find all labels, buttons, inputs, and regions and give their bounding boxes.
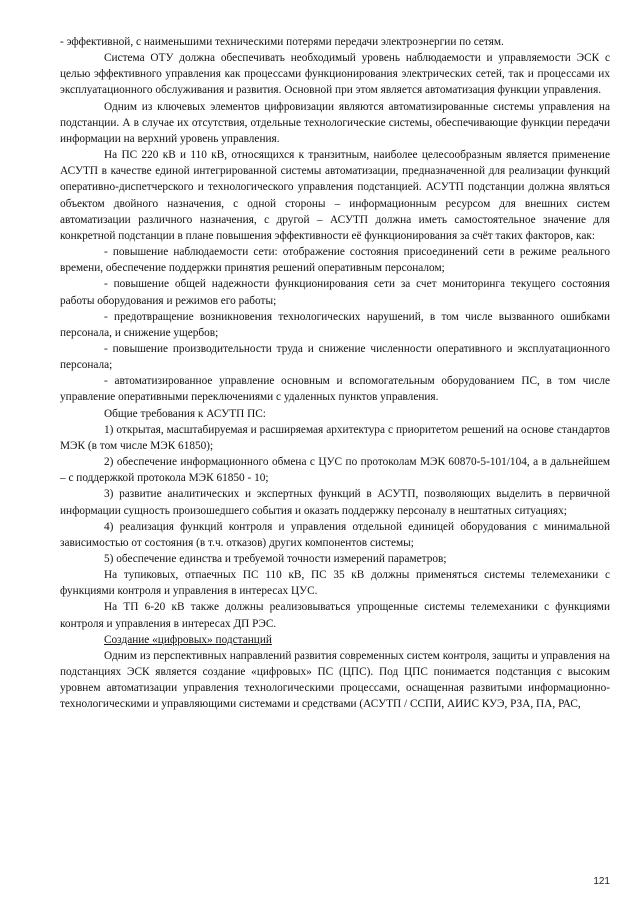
paragraph-digital-substations: Одним из перспективных направлений развития современных систем контроля, защиты и управления на подстанциях ЭСК является создание «цифровых» ПС (ЦПС). Под ЦПС понимается подстанция с высоким уровнем автоматизации управления технологическими процессами, оснащенная развитыми информационно-технологическими и управляющими системами и средствами (АСУТП / ССПИ, АИИС КУЭ, РЗА, ПА, РАС,	[60, 649, 610, 711]
paragraph-2: Система ОТУ должна обеспечивать необходимый уровень наблюдаемости и управляемости ЭСК с целью эффективного управления как процессами функционирования электрических сетей, так и процессами их эксплуатационного обслуживания и развития. Основной при этом является автоматизация функции управления.	[60, 52, 610, 97]
requirement-5: 5) обеспечение единства и требуемой точности измерений параметров;	[104, 553, 447, 565]
requirements-heading: Общие требования к АСУТП ПС:	[104, 407, 266, 420]
list-item-prevention: - предотвращение возникновения технологических нарушений, в том числе вызванного ошибками персонала, и снижение ущербов;	[60, 310, 610, 339]
paragraph-4: На ПС 220 кВ и 110 кВ, относящихся к транзитным, наиболее целесообразным является применение АСУТП в качестве единой интегрированной системы автоматизации, предназначенной для реализации функций оперативно-диспетчерского и технологического управления подстанцией. АСУТП подстанции должна являться объектом двойного назначения, с одной стороны – информационным ресурсом для внешних систем автоматизации различного назначения, с другой – АСУТП должна иметь самостоятельное значение для конкретной подстанции в плане повышения эффективности её функционирования за счёт таких факторов, как:	[60, 149, 610, 242]
requirement-1: 1) открытая, масштабируемая и расширяемая архитектура с приоритетом решений на основе стандартов МЭК (в том числе МЭК 61850);	[60, 423, 610, 452]
list-item-automated-control: - автоматизированное управление основным и вспомогательным оборудованием ПС, в том числе управление оперативными переключениями с удаленных пунктов управления.	[60, 375, 610, 404]
list-item-productivity: - повышение производительности труда и снижение численности оперативного и эксплуатационного персонала;	[60, 342, 610, 372]
section-heading-digital-substations: Создание «цифровых» подстанций	[104, 633, 272, 646]
requirement-3: 3) развитие аналитических и экспертных функций в АСУТП, позволяющих выделить в первичной информации сущность произошедшего события и оказать поддержку персоналу в нештатных ситуациях;	[60, 488, 610, 517]
document-page	[60, 34, 610, 713]
paragraph-telemechanics-110: На тупиковых, отпаечных ПС 110 кВ, ПС 35 кВ должны применяться системы телемеханики с функциями контроля и управления в интересах ЦУС.	[60, 569, 610, 598]
paragraph-3: Одним из ключевых элементов цифровизации являются автоматизированные системы управления на подстанции. А в случае их отсутствия, отдельные технологические системы, обеспечивающие функции передачи информации на верхний уровень управления.	[60, 100, 610, 145]
paragraph-1: - эффективной, с наименьшими техническими потерями передачи электроэнергии по сетям.	[60, 36, 504, 48]
requirement-4: 4) реализация функций контроля и управления отдельной единицей оборудования с минимальной зависимостью от состояния (в т.ч. отказов) других компонентов системы;	[60, 520, 610, 549]
list-item-observability: - повышение наблюдаемости сети: отображение состояния присоединений сети в режиме реального времени, обеспечение поддержки принятия решений оперативным персоналом;	[60, 246, 610, 275]
page-number: 121	[593, 876, 610, 887]
list-item-reliability: - повышение общей надежности функционирования сети за счет мониторинга текущего состояния работы оборудования и режимов его работы;	[60, 278, 610, 307]
requirement-2: 2) обеспечение информационного обмена с ЦУС по протоколам МЭК 60870-5-101/104, а в дальнейшем – с поддержкой протокола МЭК 61850 - 10;	[60, 456, 610, 485]
paragraph-telemechanics-tp: На ТП 6-20 кВ также должны реализовываться упрощенные системы телемеханики с функциями контроля и управления в интересах ДП РЭС.	[60, 601, 610, 630]
